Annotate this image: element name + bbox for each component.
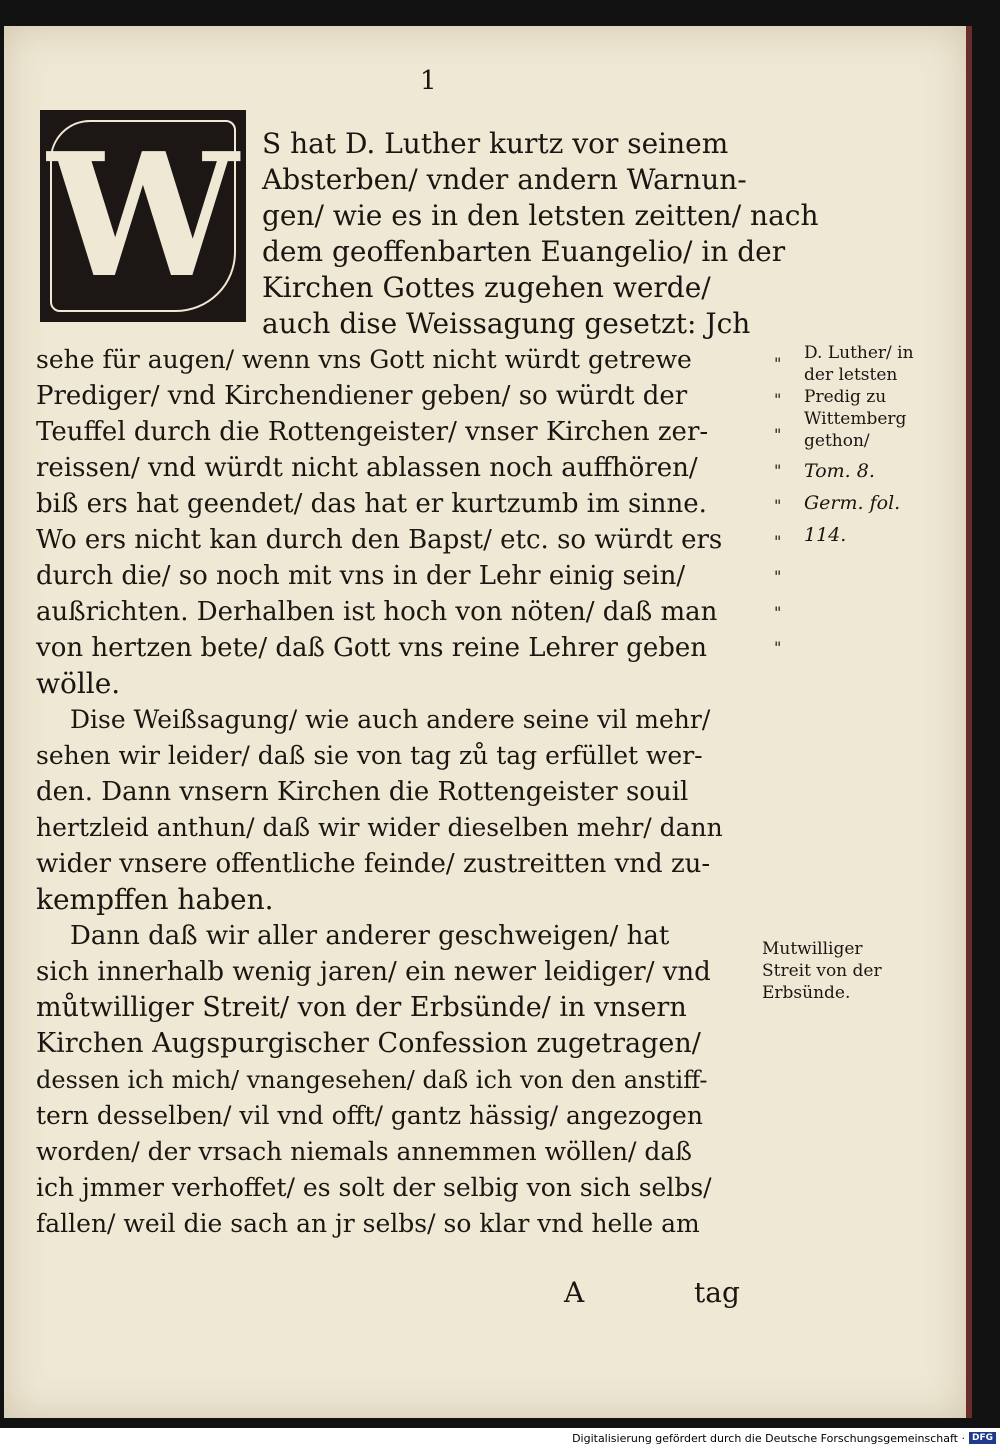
text-line: Prediger/ vnd Kirchendiener geben/ so würdt der	[36, 381, 688, 411]
text-line: sich innerhalb wenig jaren/ ein newer leidiger/ vnd	[36, 957, 711, 987]
text-line: můtwilliger Streit/ von der Erbsünde/ in vnsern	[36, 992, 687, 1023]
margin-note-line: Streit von der	[762, 961, 882, 981]
book-page	[4, 26, 972, 1418]
text-line: hertzleid anthun/ daß wir wider dieselben mehr/ dann	[36, 813, 723, 842]
margin-note-line: 114.	[804, 524, 847, 546]
digitization-footer	[572, 1430, 996, 1446]
text-line: kempffen haben.	[36, 883, 274, 916]
text-line: Wo ers nicht kan durch den Bapst/ etc. so würdt ers	[36, 525, 723, 555]
margin-note-line: Predig zu	[804, 387, 887, 407]
text-line: Absterben/ vnder andern Warnun-	[262, 163, 747, 196]
catchword: tag	[694, 1276, 740, 1309]
text-line: reissen/ vnd würdt nicht ablassen noch auffhören/	[36, 453, 698, 483]
text-line: gen/ wie es in den letsten zeitten/ nach	[262, 199, 819, 232]
text-line: auch dise Weissagung gesetzt: Jch	[262, 307, 751, 340]
margin-note-line: Tom. 8.	[804, 460, 875, 482]
footer-credit: Digitalisierung gefördert durch die Deutsche Forschungsgemeinschaft ·	[572, 1431, 965, 1445]
margin-note-line: Germ. fol.	[804, 492, 901, 514]
text-line: Teuffel durch die Rottengeister/ vnser Kirchen zer-	[36, 417, 709, 447]
text-line: tern desselben/ vil vnd offt/ gantz hässig/ angezogen	[36, 1101, 703, 1130]
margin-note-line: Mutwilliger	[762, 939, 863, 959]
margin-note-line: Wittemberg	[804, 409, 907, 429]
text-line: S hat D. Luther kurtz vor seinem	[262, 127, 729, 160]
text-line: den. Dann vnsern Kirchen die Rottengeister souil	[36, 777, 689, 807]
text-line: wölle.	[36, 667, 121, 700]
text-line: Kirchen Augspurgischer Confession zugetragen/	[36, 1028, 701, 1059]
folio-number: 1	[420, 66, 437, 96]
margin-note-line: gethon/	[804, 431, 870, 451]
margin-quote-marks	[774, 346, 788, 666]
margin-note-line: D. Luther/ in	[804, 343, 914, 363]
text-line: sehe für augen/ wenn vns Gott nicht würdt getrewe	[36, 345, 692, 374]
text-line: von hertzen bete/ daß Gott vns reine Lehrer geben	[36, 633, 707, 663]
text-line: dem geoffenbarten Euangelio/ in der	[262, 235, 786, 268]
text-line: außrichten. Derhalben ist hoch von nöten/ daß man	[36, 597, 718, 627]
text-line: biß ers hat geendet/ das hat er kurtzumb im sinne.	[36, 489, 707, 519]
text-line: ich jmmer verhoffet/ es solt der selbig von sich selbs/	[36, 1173, 712, 1202]
text-line: Kirchen Gottes zugehen werde/	[262, 271, 711, 304]
text-line: Dann daß wir aller anderer geschweigen/ hat	[70, 921, 670, 951]
initial-letter: W	[47, 116, 239, 316]
text-line: worden/ der vrsach niemals annemmen wöllen/ daß	[36, 1137, 692, 1166]
quote-mark-column: " " " " " " " " "	[774, 354, 782, 657]
text-line: fallen/ weil die sach an jr selbs/ so klar vnd helle am	[36, 1209, 700, 1238]
margin-note-luther	[804, 342, 914, 546]
margin-note-line: der letsten	[804, 365, 898, 385]
text-line: dessen ich mich/ vnangesehen/ daß ich von den anstiff-	[36, 1066, 708, 1094]
text-line: durch die/ so noch mit vns in der Lehr einig sein/	[36, 561, 686, 591]
dfg-logo: DFG	[969, 1432, 996, 1444]
signature-mark: A	[564, 1276, 585, 1309]
text-line: sehen wir leider/ daß sie von tag zů tag erfüllet wer-	[36, 741, 703, 770]
text-line: Dise Weißsagung/ wie auch andere seine vil mehr/	[70, 705, 711, 734]
margin-note-streit	[762, 938, 882, 1004]
text-line: wider vnsere offentliche feinde/ zustreitten vnd zu-	[36, 849, 711, 879]
margin-note-line: Erbsünde.	[762, 983, 851, 1003]
